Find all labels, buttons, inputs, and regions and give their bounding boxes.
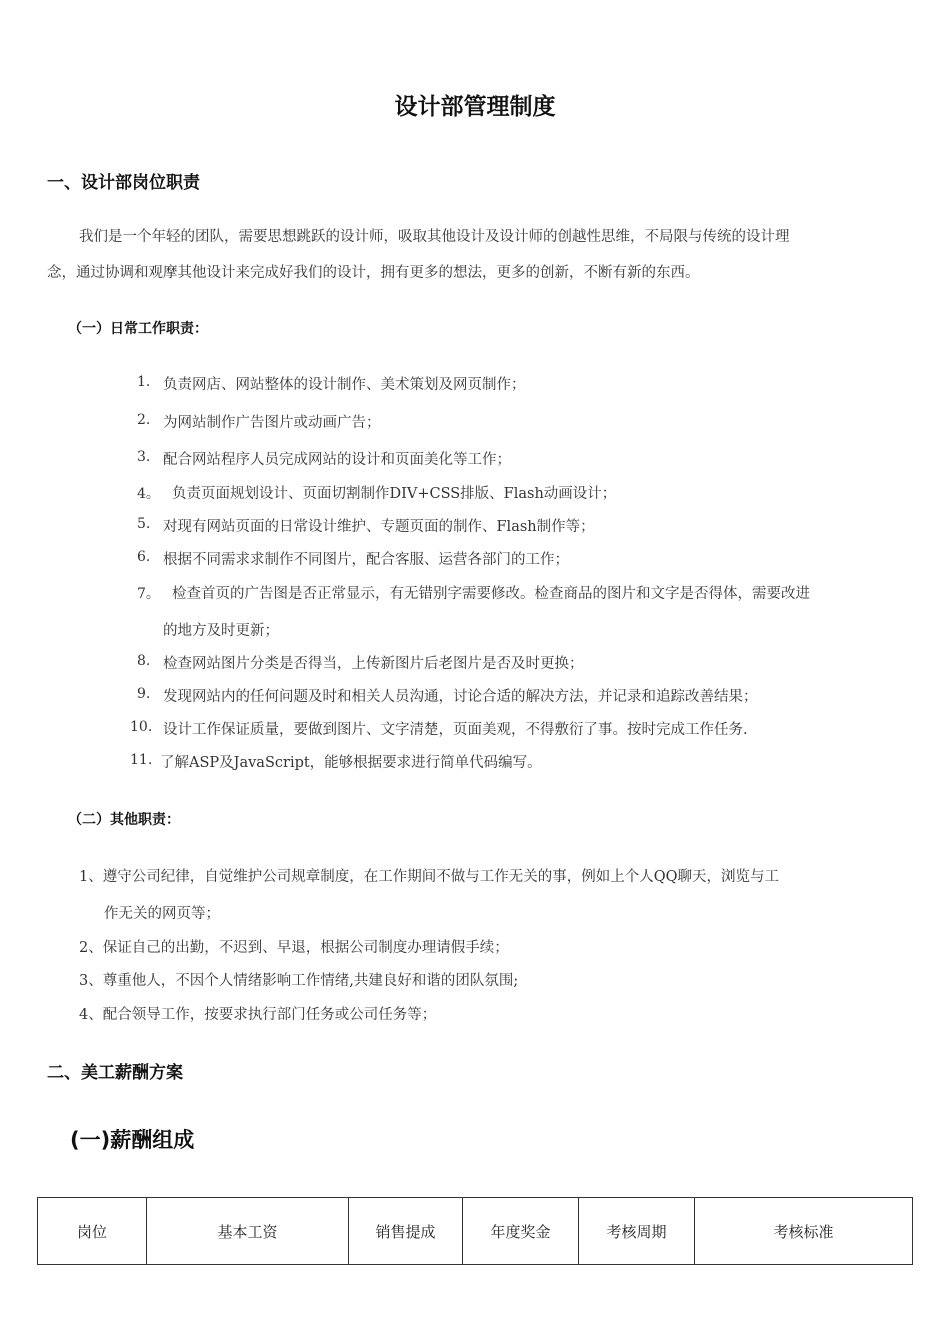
list-item-number: 1.	[137, 374, 151, 390]
list-item: 对现有网站页面的日常设计维护、专题页面的制作、Flash制作等；	[163, 519, 595, 535]
table-header-cell: 销售提成	[349, 1198, 463, 1265]
list-item-number: 2.	[137, 412, 151, 428]
subheading-other-duties: （二）其他职责：	[68, 812, 180, 828]
intro-paragraph-line-2: 念，通过协调和观摩其他设计来完成好我们的设计，拥有更多的想法，更多的创新，不断有新的东西。	[47, 265, 700, 281]
list-item-number: 11.	[130, 752, 153, 768]
list-item-continuation: 作无关的网页等；	[104, 906, 220, 922]
list-item: 3、尊重他人，不因个人情绪影响工作情绪,共建良好和谐的团队氛围;	[79, 973, 519, 989]
table-header-cell: 岗位	[38, 1198, 147, 1265]
list-item: 为网站制作广告图片或动画广告；	[163, 415, 381, 431]
list-item-number: 5.	[137, 516, 151, 532]
list-item-number: 6.	[137, 549, 151, 565]
list-item-number: 3.	[137, 449, 151, 465]
list-item: 4、配合领导工作，按要求执行部门任务或公司任务等；	[79, 1007, 437, 1023]
table-header-cell: 考核周期	[579, 1198, 695, 1265]
list-item: 1、遵守公司纪律，自觉维护公司规章制度，在工作期间不做与工作无关的事，例如上个人QQ聊天，浏览与工	[79, 869, 779, 885]
table-header-cell: 基本工资	[147, 1198, 349, 1265]
list-item: 负责网店、网站整体的设计制作、美术策划及网页制作；	[163, 377, 526, 393]
salary-table	[37, 1197, 913, 1265]
intro-paragraph-line-1: 我们是一个年轻的团队，需要思想跳跃的设计师，吸取其他设计及设计师的创越性思维，不局限与传统的设计理	[79, 229, 790, 245]
subheading-salary-composition: (一)薪酬组成	[70, 1128, 195, 1152]
list-item: 根据不同需求求制作不同图片，配合客服、运营各部门的工作；	[163, 552, 569, 568]
list-item: 了解ASP及JavaScript，能够根据要求进行简单代码编写。	[160, 755, 542, 771]
list-item: 设计工作保证质量，要做到图片、文字清楚，页面美观，不得敷衍了事。按时完成工作任务.	[163, 722, 748, 738]
table-header-row	[38, 1198, 913, 1265]
table-header-cell: 年度奖金	[463, 1198, 579, 1265]
subheading-daily-duties: （一）日常工作职责：	[68, 321, 208, 337]
list-item-number: 7。	[137, 586, 160, 602]
list-item: 发现网站内的任何问题及时和相关人员沟通，讨论合适的解决方法，并记录和追踪改善结果；	[163, 689, 758, 705]
list-item: 检查首页的广告图是否正常显示，有无错别字需要修改。检查商品的图片和文字是否得体，需要改进	[172, 586, 810, 602]
section-heading-salary: 二、美工薪酬方案	[47, 1063, 183, 1083]
section-heading-duties: 一、设计部岗位职责	[47, 173, 200, 193]
list-item: 2、保证自己的出勤，不迟到、早退，根据公司制度办理请假手续；	[79, 940, 509, 956]
table-header-cell: 考核标准	[695, 1198, 913, 1265]
list-item-continuation: 的地方及时更新；	[163, 623, 279, 639]
list-item-number: 8.	[137, 653, 151, 669]
list-item: 配合网站程序人员完成网站的设计和页面美化等工作；	[163, 452, 511, 468]
list-item-number: 10.	[130, 719, 153, 735]
list-item: 负责页面规划设计、页面切割制作DIV+CSS排版、Flash动画设计；	[172, 486, 617, 502]
document-title: 设计部管理制度	[394, 94, 556, 120]
list-item: 检查网站图片分类是否得当，上传新图片后老图片是否及时更换；	[163, 656, 584, 672]
list-item-number: 4。	[137, 486, 160, 502]
list-item-number: 9.	[137, 686, 151, 702]
